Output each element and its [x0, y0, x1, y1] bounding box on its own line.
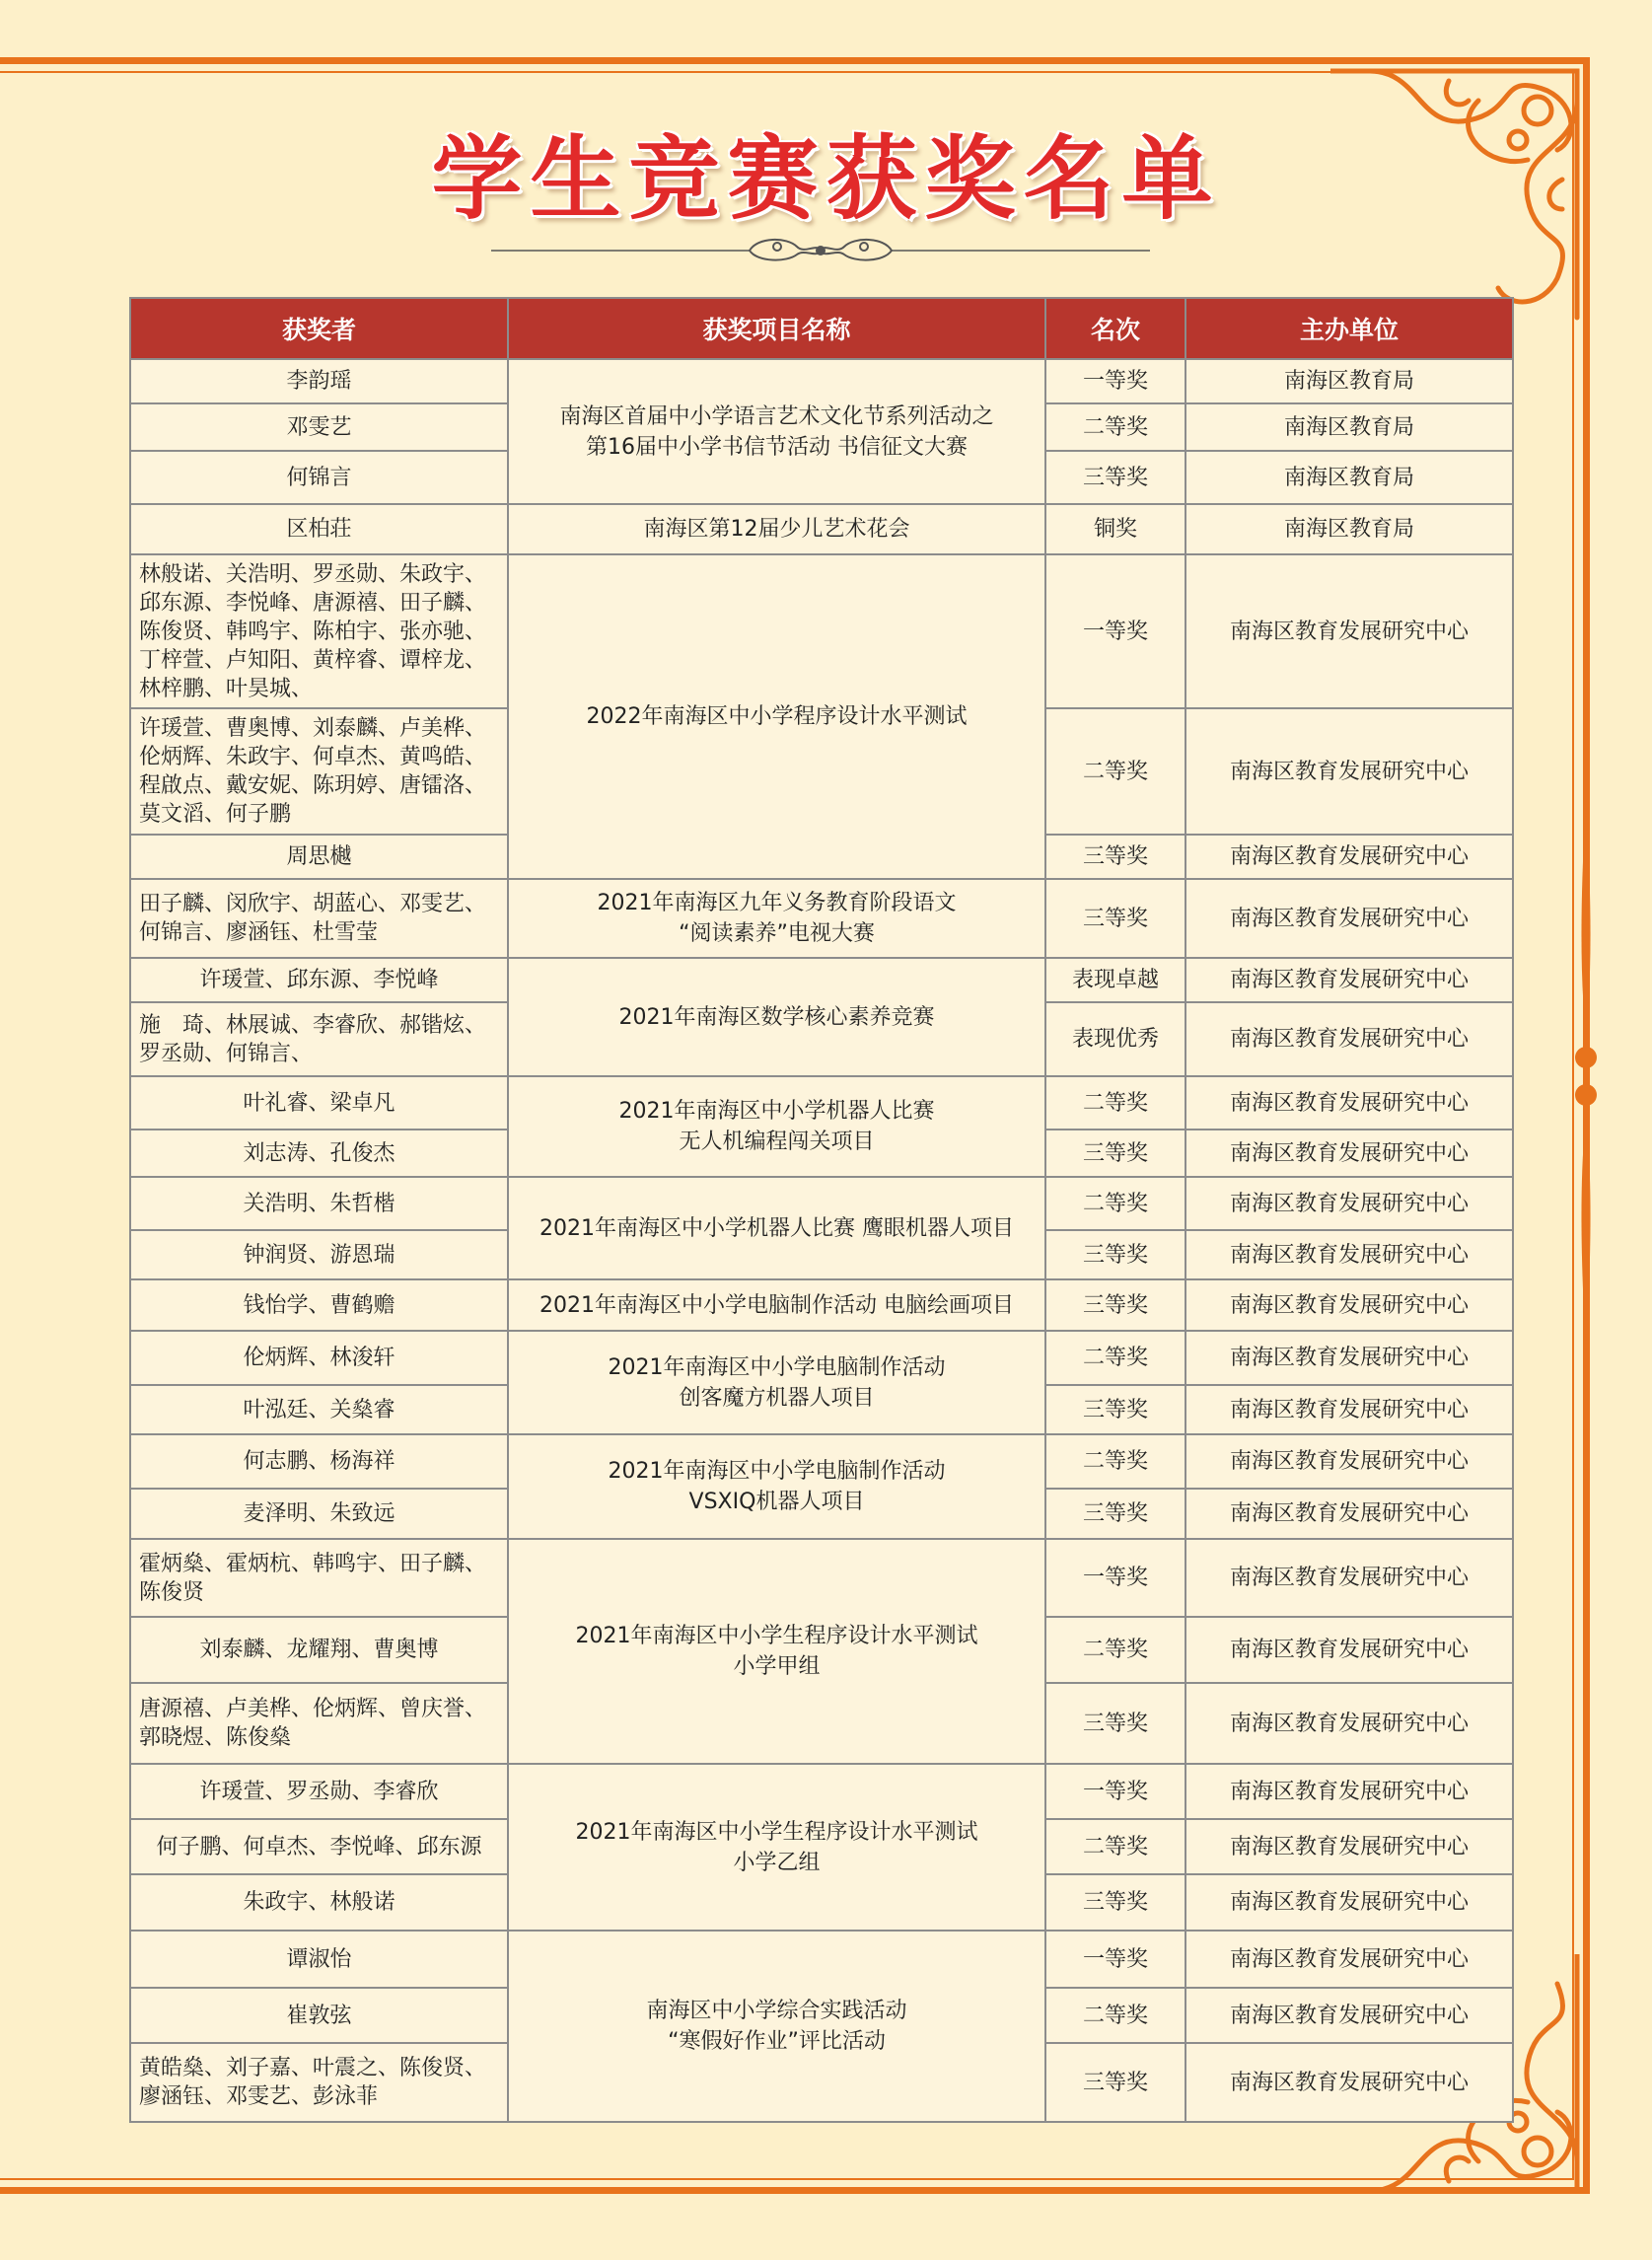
winners-cell: 何志鹏、杨海祥	[130, 1434, 508, 1489]
winners-cell: 钟润贤、游恩瑞	[130, 1230, 508, 1279]
organizer-cell: 南海区教育发展研究中心	[1185, 958, 1513, 1002]
project-cell: 2021年南海区九年义务教育阶段语文 “阅读素养”电视大赛	[508, 879, 1045, 958]
project-cell: 南海区第12届少儿艺术花会	[508, 504, 1045, 554]
organizer-cell: 南海区教育发展研究中心	[1185, 1988, 1513, 2043]
winners-cell: 黄皓燊、刘子嘉、叶震之、陈俊贤、 廖涵钰、邓雯艺、彭泳菲	[130, 2043, 508, 2122]
rank-cell: 三等奖	[1045, 1279, 1185, 1331]
winners-cell: 何子鹏、何卓杰、李悦峰、邱东源	[130, 1819, 508, 1874]
table-row	[130, 504, 1513, 554]
project-cell: 南海区中小学综合实践活动 “寒假好作业”评比活动	[508, 1931, 1045, 2122]
organizer-cell: 南海区教育发展研究中心	[1185, 1279, 1513, 1331]
award-table	[129, 297, 1514, 2123]
winners-cell: 朱政宇、林般诺	[130, 1874, 508, 1931]
project-cell: 2021年南海区中小学机器人比赛 无人机编程闯关项目	[508, 1076, 1045, 1177]
organizer-cell: 南海区教育发展研究中心	[1185, 835, 1513, 879]
rank-cell: 二等奖	[1045, 1076, 1185, 1130]
winners-cell: 麦泽明、朱致远	[130, 1489, 508, 1539]
organizer-cell: 南海区教育发展研究中心	[1185, 1177, 1513, 1230]
table-row	[130, 1279, 1513, 1331]
winners-cell: 钱怡学、曹鹤赡	[130, 1279, 508, 1331]
organizer-cell: 南海区教育发展研究中心	[1185, 1434, 1513, 1489]
rank-cell: 一等奖	[1045, 1539, 1185, 1617]
organizer-cell: 南海区教育发展研究中心	[1185, 1230, 1513, 1279]
rank-cell: 一等奖	[1045, 1931, 1185, 1988]
organizer-cell: 南海区教育发展研究中心	[1185, 1931, 1513, 1988]
rank-cell: 二等奖	[1045, 1177, 1185, 1230]
table-row	[130, 958, 1513, 1002]
project-cell: 2021年南海区中小学电脑制作活动 VSXIQ机器人项目	[508, 1434, 1045, 1539]
table-row	[130, 1539, 1513, 1617]
table-row	[130, 1177, 1513, 1230]
rank-cell: 三等奖	[1045, 1683, 1185, 1764]
rank-cell: 表现优秀	[1045, 1002, 1185, 1076]
rank-cell: 二等奖	[1045, 403, 1185, 451]
organizer-cell: 南海区教育局	[1185, 403, 1513, 451]
winners-cell: 叶泓廷、关燊睿	[130, 1385, 508, 1434]
winners-cell: 许瑗萱、邱东源、李悦峰	[130, 958, 508, 1002]
winners-cell: 许瑗萱、罗丞勋、李睿欣	[130, 1764, 508, 1819]
winners-cell: 林般诺、关浩明、罗丞勋、朱政宇、 邱东源、李悦峰、唐源禧、田子麟、 陈俊贤、韩鸣宇、陈柏宇、张亦驰、 丁梓萱、卢知阳、黄梓睿、谭梓龙、 林梓鹏、叶昊城、	[130, 554, 508, 708]
rank-cell: 三等奖	[1045, 1230, 1185, 1279]
organizer-cell: 南海区教育局	[1185, 504, 1513, 554]
table-row	[130, 359, 1513, 403]
table-header-row	[130, 298, 1513, 359]
rank-cell: 二等奖	[1045, 1617, 1185, 1683]
winners-cell: 周思樾	[130, 835, 508, 879]
winners-cell: 伦炳辉、林浚轩	[130, 1331, 508, 1385]
winners-cell: 李韵瑶	[130, 359, 508, 403]
project-cell: 2021年南海区中小学生程序设计水平测试 小学甲组	[508, 1539, 1045, 1764]
organizer-cell: 南海区教育发展研究中心	[1185, 1819, 1513, 1874]
rank-cell: 二等奖	[1045, 1331, 1185, 1385]
rank-cell: 三等奖	[1045, 879, 1185, 958]
table-row	[130, 1931, 1513, 1988]
organizer-cell: 南海区教育发展研究中心	[1185, 708, 1513, 835]
rank-cell: 三等奖	[1045, 1130, 1185, 1177]
table-row	[130, 1076, 1513, 1130]
winners-cell: 施 琦、林展诚、李睿欣、郝锴炫、 罗丞勋、何锦言、	[130, 1002, 508, 1076]
rank-cell: 二等奖	[1045, 1988, 1185, 2043]
organizer-cell: 南海区教育发展研究中心	[1185, 1489, 1513, 1539]
organizer-cell: 南海区教育发展研究中心	[1185, 1076, 1513, 1130]
rank-cell: 二等奖	[1045, 1434, 1185, 1489]
table-body	[130, 359, 1513, 2122]
winners-cell: 崔敦弦	[130, 1988, 508, 2043]
rank-cell: 一等奖	[1045, 1764, 1185, 1819]
winners-cell: 关浩明、朱哲楷	[130, 1177, 508, 1230]
winners-cell: 谭淑怡	[130, 1931, 508, 1988]
organizer-cell: 南海区教育发展研究中心	[1185, 1617, 1513, 1683]
winners-cell: 田子麟、闵欣宇、胡蓝心、邓雯艺、 何锦言、廖涵钰、杜雪莹	[130, 879, 508, 958]
winners-cell: 刘志涛、孔俊杰	[130, 1130, 508, 1177]
rank-cell: 三等奖	[1045, 451, 1185, 504]
winners-cell: 许瑗萱、曹奥博、刘泰麟、卢美桦、 伦炳辉、朱政宇、何卓杰、黄鸣皓、 程啟点、戴安妮、陈玥婷、唐镭洛、 莫文滔、何子鹏	[130, 708, 508, 835]
organizer-cell: 南海区教育发展研究中心	[1185, 1874, 1513, 1931]
project-cell: 2022年南海区中小学程序设计水平测试	[508, 554, 1045, 879]
organizer-cell: 南海区教育发展研究中心	[1185, 1002, 1513, 1076]
organizer-cell: 南海区教育发展研究中心	[1185, 1683, 1513, 1764]
organizer-cell: 南海区教育发展研究中心	[1185, 1764, 1513, 1819]
winners-cell: 唐源禧、卢美桦、伦炳辉、曾庆誉、 郭晓煜、陈俊燊	[130, 1683, 508, 1764]
winners-cell: 叶礼睿、梁卓凡	[130, 1076, 508, 1130]
winners-cell: 邓雯艺	[130, 403, 508, 451]
organizer-cell: 南海区教育发展研究中心	[1185, 554, 1513, 708]
rank-cell: 二等奖	[1045, 708, 1185, 835]
table-row	[130, 554, 1513, 708]
table-row	[130, 1764, 1513, 1819]
organizer-cell: 南海区教育发展研究中心	[1185, 1331, 1513, 1385]
project-cell: 2021年南海区中小学机器人比赛 鹰眼机器人项目	[508, 1177, 1045, 1279]
winners-cell: 区柏荘	[130, 504, 508, 554]
table-row	[130, 879, 1513, 958]
rank-cell: 三等奖	[1045, 1489, 1185, 1539]
organizer-cell: 南海区教育发展研究中心	[1185, 2043, 1513, 2122]
project-cell: 2021年南海区中小学电脑制作活动 电脑绘画项目	[508, 1279, 1045, 1331]
rank-cell: 三等奖	[1045, 1874, 1185, 1931]
table-row	[130, 1331, 1513, 1385]
rank-cell: 三等奖	[1045, 835, 1185, 879]
title-divider-ornament-icon	[491, 233, 1150, 262]
column-header-rank: 名次	[1045, 298, 1185, 359]
project-cell: 2021年南海区数学核心素养竞赛	[508, 958, 1045, 1076]
rank-cell: 三等奖	[1045, 1385, 1185, 1434]
rank-cell: 一等奖	[1045, 554, 1185, 708]
project-cell: 2021年南海区中小学电脑制作活动 创客魔方机器人项目	[508, 1331, 1045, 1434]
page-title: 学生竞赛获奖名单	[431, 126, 1221, 232]
winners-cell: 霍炳燊、霍炳杭、韩鸣宇、田子麟、 陈俊贤	[130, 1539, 508, 1617]
project-cell: 南海区首届中小学语言艺术文化节系列活动之 第16届中小学书信节活动 书信征文大赛	[508, 359, 1045, 504]
rank-cell: 表现卓越	[1045, 958, 1185, 1002]
organizer-cell: 南海区教育发展研究中心	[1185, 1539, 1513, 1617]
organizer-cell: 南海区教育发展研究中心	[1185, 1130, 1513, 1177]
winners-cell: 刘泰麟、龙耀翔、曹奥博	[130, 1617, 508, 1683]
side-ornament-icon	[1571, 799, 1601, 1351]
rank-cell: 一等奖	[1045, 359, 1185, 403]
table-row	[130, 1434, 1513, 1489]
column-header-organizer: 主办单位	[1185, 298, 1513, 359]
column-header-project: 获奖项目名称	[508, 298, 1045, 359]
column-header-winners: 获奖者	[130, 298, 508, 359]
winners-cell: 何锦言	[130, 451, 508, 504]
organizer-cell: 南海区教育发展研究中心	[1185, 1385, 1513, 1434]
rank-cell: 三等奖	[1045, 2043, 1185, 2122]
organizer-cell: 南海区教育局	[1185, 359, 1513, 403]
project-cell: 2021年南海区中小学生程序设计水平测试 小学乙组	[508, 1764, 1045, 1931]
organizer-cell: 南海区教育发展研究中心	[1185, 879, 1513, 958]
organizer-cell: 南海区教育局	[1185, 451, 1513, 504]
rank-cell: 铜奖	[1045, 504, 1185, 554]
rank-cell: 二等奖	[1045, 1819, 1185, 1874]
